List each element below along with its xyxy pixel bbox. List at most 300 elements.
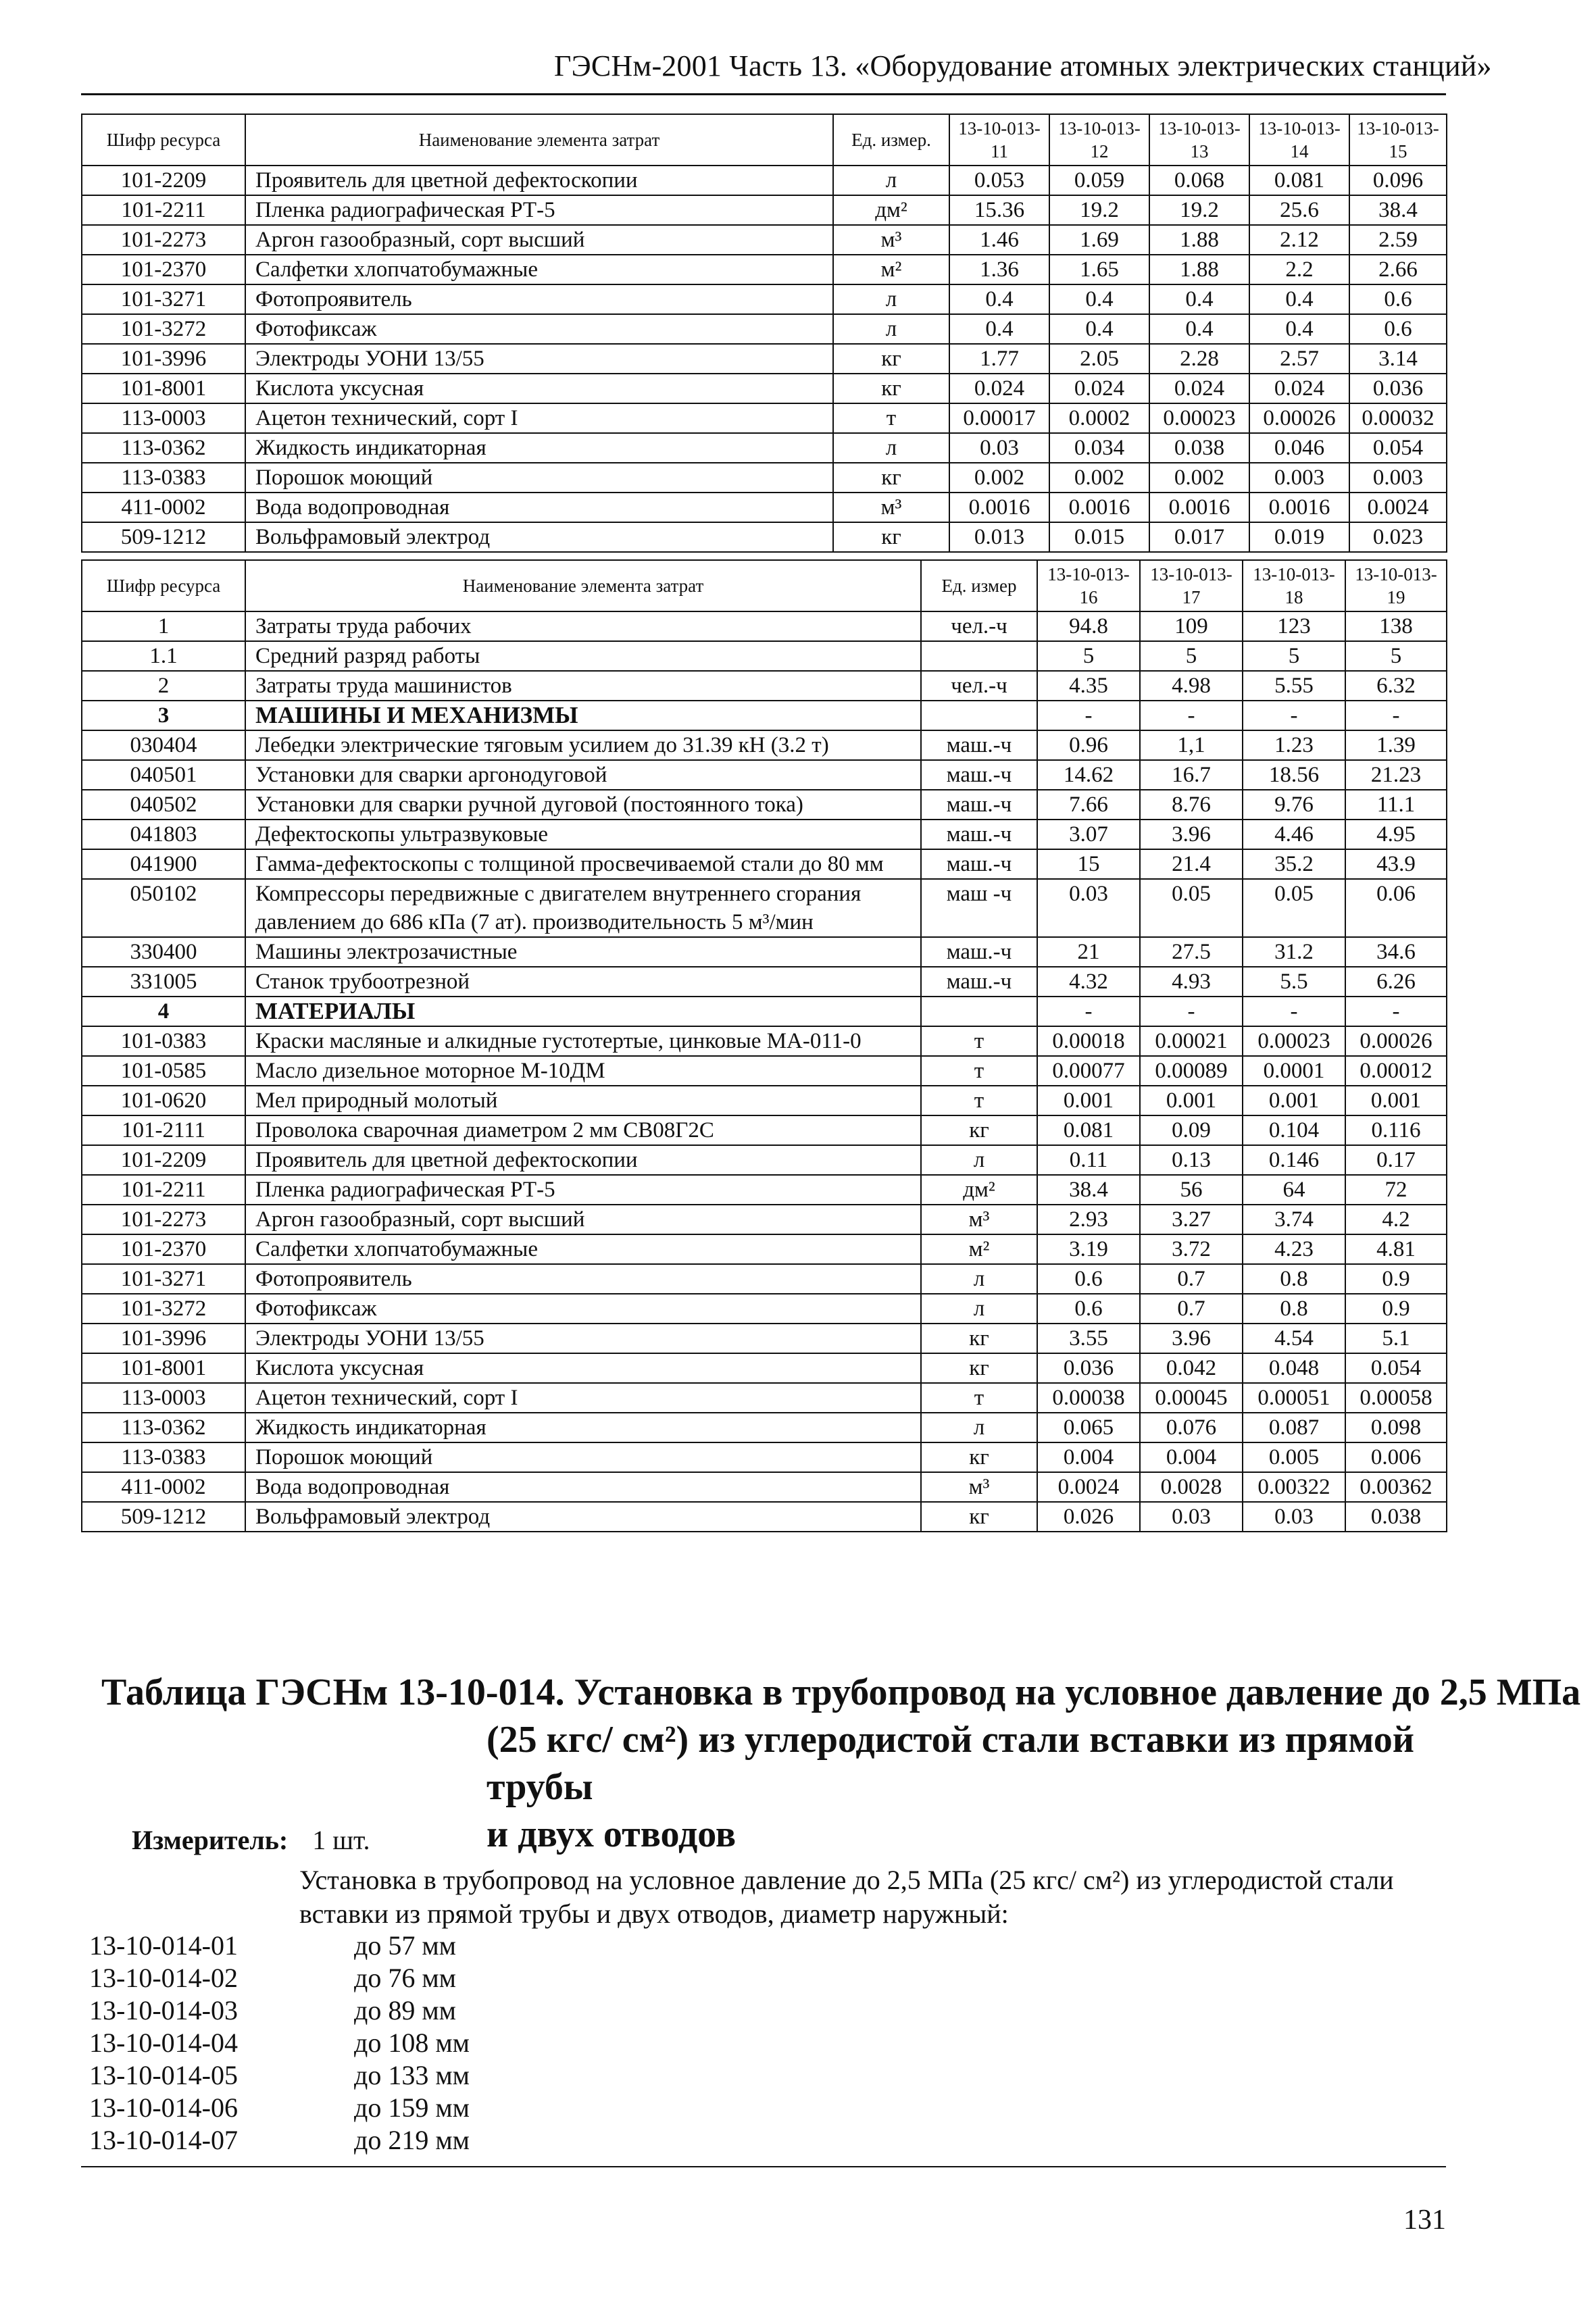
table-row [82, 671, 1447, 701]
cell-resource-name: Электроды УОНИ 13/55 [245, 1324, 921, 1353]
cell-value: 0.00089 [1140, 1056, 1243, 1086]
cell-resource-name: Станок трубоотрезной [245, 967, 921, 997]
cell-value: 4.32 [1037, 967, 1140, 997]
cell-resource-code: 101-2211 [82, 195, 245, 225]
cell-value: 0.042 [1140, 1353, 1243, 1383]
table-row [82, 730, 1447, 760]
cell-resource-name: Электроды УОНИ 13/55 [245, 344, 833, 374]
cell-value: 0.05 [1243, 879, 1345, 937]
variant-list [89, 1930, 470, 2157]
cell-value: 0.038 [1149, 433, 1249, 463]
cell-value: 0.4 [1049, 314, 1149, 344]
cell-value: 1.88 [1149, 225, 1249, 255]
cell-value: 0.00017 [949, 403, 1049, 433]
cell-resource-code: 101-8001 [82, 374, 245, 403]
cell-value: 4.35 [1037, 671, 1140, 701]
cell-value: 0.001 [1345, 1086, 1447, 1115]
variant-row [89, 2092, 470, 2124]
cell-resource-code: 330400 [82, 937, 245, 967]
cell-resource-name: Вольфрамовый электрод [245, 1502, 921, 1532]
table-row [82, 1353, 1447, 1383]
cell-value: 0.003 [1249, 463, 1349, 493]
cell-value: 0.00023 [1149, 403, 1249, 433]
variant-row [89, 1994, 470, 2027]
cell-resource-code: 1.1 [82, 641, 245, 671]
cell-value: 0.026 [1037, 1502, 1140, 1532]
cell-value: 0.7 [1140, 1294, 1243, 1324]
cell-unit: маш.-ч [921, 937, 1037, 967]
cell-value: 4.81 [1345, 1234, 1447, 1264]
table-row [82, 1442, 1447, 1472]
cell-value: 0.00077 [1037, 1056, 1140, 1086]
table-row [82, 1264, 1447, 1294]
cell-resource-code: 113-0003 [82, 403, 245, 433]
cell-resource-code: 101-2370 [82, 255, 245, 284]
cell-resource-name: Вода водопроводная [245, 1472, 921, 1502]
cell-value: 0.087 [1243, 1413, 1345, 1442]
cell-value: 0.0024 [1037, 1472, 1140, 1502]
cell-value: 138 [1345, 611, 1447, 641]
cell-resource-name: Машины электрозачистные [245, 937, 921, 967]
cell-value: 0.96 [1037, 730, 1140, 760]
table-row [82, 1145, 1447, 1175]
table-row [82, 790, 1447, 820]
cell-value: 0.068 [1149, 166, 1249, 195]
variant-label: до 89 мм [354, 1995, 456, 2026]
cell-resource-code: 101-0620 [82, 1086, 245, 1115]
cell-value: 0.004 [1140, 1442, 1243, 1472]
cell-value: 0.046 [1249, 433, 1349, 463]
cell-value: 3.27 [1140, 1205, 1243, 1234]
cell-value: 3.07 [1037, 820, 1140, 849]
cell-value: 0.024 [949, 374, 1049, 403]
cell-value: 0.00026 [1345, 1026, 1447, 1056]
cell-value: 0.0002 [1049, 403, 1149, 433]
variant-code: 13-10-014-02 [89, 1963, 238, 1993]
resource-table-2 [81, 559, 1447, 1532]
cell-resource-code: 101-0585 [82, 1056, 245, 1086]
cell-unit: маш.-ч [921, 760, 1037, 790]
cell-value: - [1140, 701, 1243, 730]
cell-value: 0.4 [1149, 314, 1249, 344]
cell-resource-code: 101-2273 [82, 1205, 245, 1234]
cell-resource-code: 041900 [82, 849, 245, 879]
cell-resource-name: Порошок моющий [245, 463, 833, 493]
variant-label: до 108 мм [354, 2028, 470, 2058]
cell-resource-name: Лебедки электрические тяговым усилием до 31.39 кН (3.2 т) [245, 730, 921, 760]
table-row [82, 1324, 1447, 1353]
table-title-line: (25 кгс/ см²) из углеродистой стали вставки из прямой трубы [487, 1719, 1414, 1808]
col-header-name: Наименование элемента затрат [245, 114, 833, 166]
cell-resource-code: 101-0383 [82, 1026, 245, 1056]
cell-value: 6.32 [1345, 671, 1447, 701]
cell-value: 0.024 [1149, 374, 1249, 403]
cell-resource-name: Фотопроявитель [245, 1264, 921, 1294]
cell-value: 4.54 [1243, 1324, 1345, 1353]
cell-unit: кг [921, 1324, 1037, 1353]
cell-resource-name: Фотофиксаж [245, 314, 833, 344]
table-row [82, 344, 1447, 374]
cell-value: 0.015 [1049, 522, 1149, 552]
cell-value: 0.0024 [1349, 493, 1447, 522]
col-header-code: Шифр ресурса [82, 560, 245, 611]
cell-resource-name: Салфетки хлопчатобумажные [245, 255, 833, 284]
cell-unit: дм² [833, 195, 949, 225]
cell-value: 9.76 [1243, 790, 1345, 820]
col-header-norm: 13-10-013-12 [1049, 114, 1149, 166]
cell-value: 35.2 [1243, 849, 1345, 879]
cell-value: 56 [1140, 1175, 1243, 1205]
cell-value: 6.26 [1345, 967, 1447, 997]
cell-unit: маш.-ч [921, 730, 1037, 760]
cell-unit: чел.-ч [921, 611, 1037, 641]
cell-value: 19.2 [1149, 195, 1249, 225]
cell-resource-code: 1 [82, 611, 245, 641]
cell-value: 0.00038 [1037, 1383, 1140, 1413]
cell-value: 43.9 [1345, 849, 1447, 879]
cell-unit: м³ [833, 493, 949, 522]
table-row [82, 403, 1447, 433]
cell-resource-code: 101-3272 [82, 1294, 245, 1324]
col-header-unit: Ед. измер. [833, 114, 949, 166]
cell-value: 0.00051 [1243, 1383, 1345, 1413]
table-header-row [82, 560, 1447, 611]
table-row [82, 967, 1447, 997]
cell-unit: л [833, 284, 949, 314]
col-header-norm: 13-10-013-18 [1243, 560, 1345, 611]
cell-unit: л [921, 1413, 1037, 1442]
col-header-norm: 13-10-013-19 [1345, 560, 1447, 611]
cell-value: 0.4 [1249, 284, 1349, 314]
cell-value: 0.146 [1243, 1145, 1345, 1175]
cell-value: 5.1 [1345, 1324, 1447, 1353]
cell-value: 64 [1243, 1175, 1345, 1205]
cell-value: 14.62 [1037, 760, 1140, 790]
cell-value: 34.6 [1345, 937, 1447, 967]
cell-value: 15.36 [949, 195, 1049, 225]
cell-value: 0.03 [1037, 879, 1140, 937]
cell-value: 5 [1140, 641, 1243, 671]
cell-resource-code: 113-0383 [82, 463, 245, 493]
table-title-line: Таблица ГЭСНм 13-10-014. Установка в трубопровод на условное давление до 2,5 МПа [101, 1671, 1581, 1713]
cell-resource-code: 101-3271 [82, 1264, 245, 1294]
cell-resource-code: 101-3996 [82, 344, 245, 374]
cell-value: 0.6 [1349, 314, 1447, 344]
table-row [82, 1502, 1447, 1532]
cell-resource-name: Салфетки хлопчатобумажные [245, 1234, 921, 1264]
cell-unit: м³ [921, 1472, 1037, 1502]
cell-value: 0.024 [1249, 374, 1349, 403]
cell-value: 38.4 [1037, 1175, 1140, 1205]
table-row [82, 463, 1447, 493]
cell-resource-code: 101-3996 [82, 1324, 245, 1353]
cell-value: 0.054 [1349, 433, 1447, 463]
variant-code: 13-10-014-01 [89, 1930, 238, 1961]
cell-value: 19.2 [1049, 195, 1149, 225]
cell-value: 0.036 [1037, 1353, 1140, 1383]
cell-value: 0.00322 [1243, 1472, 1345, 1502]
cell-value: 7.66 [1037, 790, 1140, 820]
cell-resource-code: 331005 [82, 967, 245, 997]
cell-unit: кг [833, 522, 949, 552]
cell-resource-name: Дефектоскопы ультразвуковые [245, 820, 921, 849]
cell-value: 0.054 [1345, 1353, 1447, 1383]
table-row [82, 374, 1447, 403]
cell-value: 4.46 [1243, 820, 1345, 849]
cell-value: 4.2 [1345, 1205, 1447, 1234]
cell-value: 0.4 [949, 314, 1049, 344]
cell-unit: маш -ч [921, 879, 1037, 937]
cell-resource-name: МАШИНЫ И МЕХАНИЗМЫ [245, 701, 921, 730]
cell-resource-name: Проявитель для цветной дефектоскопии [245, 166, 833, 195]
cell-value: 0.00362 [1345, 1472, 1447, 1502]
cell-unit: л [833, 314, 949, 344]
table-row [82, 1086, 1447, 1115]
cell-value: 0.0001 [1243, 1056, 1345, 1086]
cell-value: 2.57 [1249, 344, 1349, 374]
table-row [82, 493, 1447, 522]
cell-resource-name: Масло дизельное моторное М-10ДМ [245, 1056, 921, 1086]
cell-value: 15 [1037, 849, 1140, 879]
cell-value: 1.23 [1243, 730, 1345, 760]
cell-value: 0.019 [1249, 522, 1349, 552]
cell-value: 0.9 [1345, 1294, 1447, 1324]
cell-resource-code: 113-0362 [82, 433, 245, 463]
running-header: ГЭСНм-2001 Часть 13. «Оборудование атомных электрических станций» [554, 49, 1492, 82]
cell-value: 0.023 [1349, 522, 1447, 552]
cell-value: 0.0016 [1049, 493, 1149, 522]
cell-value: 27.5 [1140, 937, 1243, 967]
cell-value: 3.19 [1037, 1234, 1140, 1264]
cell-value: 0.7 [1140, 1264, 1243, 1294]
cell-value: 0.6 [1349, 284, 1447, 314]
cell-unit: т [921, 1383, 1037, 1413]
cell-resource-code: 101-3272 [82, 314, 245, 344]
cell-unit: кг [921, 1442, 1037, 1472]
cell-value: 5.5 [1243, 967, 1345, 997]
cell-unit: т [833, 403, 949, 433]
cell-value: 1.36 [949, 255, 1049, 284]
cell-resource-name: Краски масляные и алкидные густотертые, цинковые МА-011-0 [245, 1026, 921, 1056]
measure-unit-value: 1 шт. [312, 1825, 370, 1855]
cell-resource-name: Пленка радиографическая РТ-5 [245, 1175, 921, 1205]
cell-value: 21 [1037, 937, 1140, 967]
cell-resource-name: Пленка радиографическая РТ-5 [245, 195, 833, 225]
cell-value: 0.104 [1243, 1115, 1345, 1145]
cell-value: 0.065 [1037, 1413, 1140, 1442]
cell-value: 0.9 [1345, 1264, 1447, 1294]
cell-value: 0.03 [949, 433, 1049, 463]
table-row [82, 849, 1447, 879]
col-header-name: Наименование элемента затрат [245, 560, 921, 611]
table-row [82, 1205, 1447, 1234]
cell-value: 4.98 [1140, 671, 1243, 701]
cell-unit: кг [833, 463, 949, 493]
variant-label: до 57 мм [354, 1930, 456, 1961]
cell-value: 0.00045 [1140, 1383, 1243, 1413]
cell-resource-code: 113-0362 [82, 1413, 245, 1442]
cell-value: 5 [1037, 641, 1140, 671]
cell-unit: т [921, 1026, 1037, 1056]
cell-unit: м³ [921, 1205, 1037, 1234]
cell-value: 0.0028 [1140, 1472, 1243, 1502]
cell-value: 0.004 [1037, 1442, 1140, 1472]
cell-resource-code: 113-0003 [82, 1383, 245, 1413]
cell-value: 0.013 [949, 522, 1049, 552]
cell-resource-code: 030404 [82, 730, 245, 760]
cell-value: 8.76 [1140, 790, 1243, 820]
cell-value: 0.038 [1345, 1502, 1447, 1532]
cell-value: 3.74 [1243, 1205, 1345, 1234]
cell-value: 0.00012 [1345, 1056, 1447, 1086]
cell-resource-code: 101-2211 [82, 1175, 245, 1205]
variant-row [89, 2124, 470, 2157]
cell-resource-name: Аргон газообразный, сорт высший [245, 225, 833, 255]
cell-unit: м² [921, 1234, 1037, 1264]
cell-value: 0.002 [949, 463, 1049, 493]
cell-resource-name: Вода водопроводная [245, 493, 833, 522]
cell-value: 0.00023 [1243, 1026, 1345, 1056]
cell-value: 3.55 [1037, 1324, 1140, 1353]
cell-value: 1.39 [1345, 730, 1447, 760]
cell-unit [921, 701, 1037, 730]
cell-value: 5 [1345, 641, 1447, 671]
cell-unit: маш.-ч [921, 820, 1037, 849]
cell-value: 0.4 [1249, 314, 1349, 344]
cell-value: 0.001 [1243, 1086, 1345, 1115]
cell-value: 0.024 [1049, 374, 1149, 403]
cell-value: 0.00032 [1349, 403, 1447, 433]
cell-value: - [1345, 997, 1447, 1026]
cell-value: 2.2 [1249, 255, 1349, 284]
table-row [82, 166, 1447, 195]
cell-value: 0.098 [1345, 1413, 1447, 1442]
table-row [82, 433, 1447, 463]
cell-value: 0.048 [1243, 1353, 1345, 1383]
variant-label: до 159 мм [354, 2092, 470, 2123]
table-row [82, 522, 1447, 552]
cell-resource-name: Вольфрамовый электрод [245, 522, 833, 552]
measure-unit-label: Измеритель: [132, 1825, 289, 1855]
cell-resource-code: 040501 [82, 760, 245, 790]
cell-value: 1,1 [1140, 730, 1243, 760]
cell-unit: л [921, 1294, 1037, 1324]
cell-value: 0.076 [1140, 1413, 1243, 1442]
variant-code: 13-10-014-07 [89, 2125, 238, 2155]
variant-row [89, 2059, 470, 2092]
table-row [82, 1472, 1447, 1502]
cell-value: 72 [1345, 1175, 1447, 1205]
table-row [82, 879, 1447, 937]
cell-resource-name: Аргон газообразный, сорт высший [245, 1205, 921, 1234]
table-row [82, 760, 1447, 790]
cell-value: 0.00021 [1140, 1026, 1243, 1056]
variant-label: до 133 мм [354, 2060, 470, 2090]
cell-value: 0.8 [1243, 1294, 1345, 1324]
cell-value: 0.002 [1149, 463, 1249, 493]
cell-value: 0.0016 [1149, 493, 1249, 522]
cell-unit [921, 997, 1037, 1026]
cell-unit: кг [921, 1115, 1037, 1145]
cell-value: 2.66 [1349, 255, 1447, 284]
cell-unit: м³ [833, 225, 949, 255]
cell-resource-code: 101-8001 [82, 1353, 245, 1383]
cell-value: 4.23 [1243, 1234, 1345, 1264]
cell-value: 1.46 [949, 225, 1049, 255]
cell-value: 0.059 [1049, 166, 1149, 195]
cell-value: 2.59 [1349, 225, 1447, 255]
cell-resource-name: Мел природный молотый [245, 1086, 921, 1115]
cell-value: 0.0016 [949, 493, 1049, 522]
cell-value: 3.96 [1140, 1324, 1243, 1353]
cell-value: 16.7 [1140, 760, 1243, 790]
cell-value: 0.4 [949, 284, 1049, 314]
cell-resource-name: Гамма-дефектоскопы с толщиной просвечиваемой стали до 80 мм [245, 849, 921, 879]
cell-resource-name: Проволока сварочная диаметром 2 мм СВ08Г2С [245, 1115, 921, 1145]
cell-value: 0.03 [1243, 1502, 1345, 1532]
cell-value: 25.6 [1249, 195, 1349, 225]
cell-resource-code: 4 [82, 997, 245, 1026]
variant-code: 13-10-014-06 [89, 2092, 238, 2123]
cell-resource-name: Жидкость индикаторная [245, 433, 833, 463]
cell-value: 38.4 [1349, 195, 1447, 225]
page-number: 131 [1403, 2205, 1446, 2236]
cell-unit: т [921, 1056, 1037, 1086]
cell-value: - [1140, 997, 1243, 1026]
table-row [82, 1175, 1447, 1205]
cell-value: 3.14 [1349, 344, 1447, 374]
cell-unit: маш.-ч [921, 790, 1037, 820]
table-row [82, 641, 1447, 671]
cell-value: 2.93 [1037, 1205, 1140, 1234]
cell-value: 0.017 [1149, 522, 1249, 552]
table-title-line: и двух отводов [487, 1813, 737, 1855]
cell-value: 0.4 [1149, 284, 1249, 314]
table-row [82, 1026, 1447, 1056]
resource-table-1 [81, 114, 1447, 553]
cell-unit: чел.-ч [921, 671, 1037, 701]
col-header-code: Шифр ресурса [82, 114, 245, 166]
cell-unit: т [921, 1086, 1037, 1115]
cell-resource-code: 041803 [82, 820, 245, 849]
header-rule [81, 93, 1446, 95]
cell-value: 0.002 [1049, 463, 1149, 493]
cell-value: 0.096 [1349, 166, 1447, 195]
cell-value: - [1037, 701, 1140, 730]
cell-resource-code: 113-0383 [82, 1442, 245, 1472]
cell-resource-name: Порошок моющий [245, 1442, 921, 1472]
table-row [82, 997, 1447, 1026]
table-header-row [82, 114, 1447, 166]
table-row [82, 1056, 1447, 1086]
cell-resource-name: Фотофиксаж [245, 1294, 921, 1324]
cell-value: 2.05 [1049, 344, 1149, 374]
table-row [82, 611, 1447, 641]
cell-resource-code: 3 [82, 701, 245, 730]
cell-value: 0.13 [1140, 1145, 1243, 1175]
table-row [82, 701, 1447, 730]
cell-unit: л [921, 1145, 1037, 1175]
cell-value: 0.036 [1349, 374, 1447, 403]
cell-value: 4.93 [1140, 967, 1243, 997]
cell-resource-name: Затраты труда рабочих [245, 611, 921, 641]
variant-label: до 219 мм [354, 2125, 470, 2155]
col-header-norm: 13-10-013-16 [1037, 560, 1140, 611]
cell-resource-code: 509-1212 [82, 1502, 245, 1532]
cell-value: 0.09 [1140, 1115, 1243, 1145]
cell-resource-name: Средний разряд работы [245, 641, 921, 671]
cell-value: 2.28 [1149, 344, 1249, 374]
